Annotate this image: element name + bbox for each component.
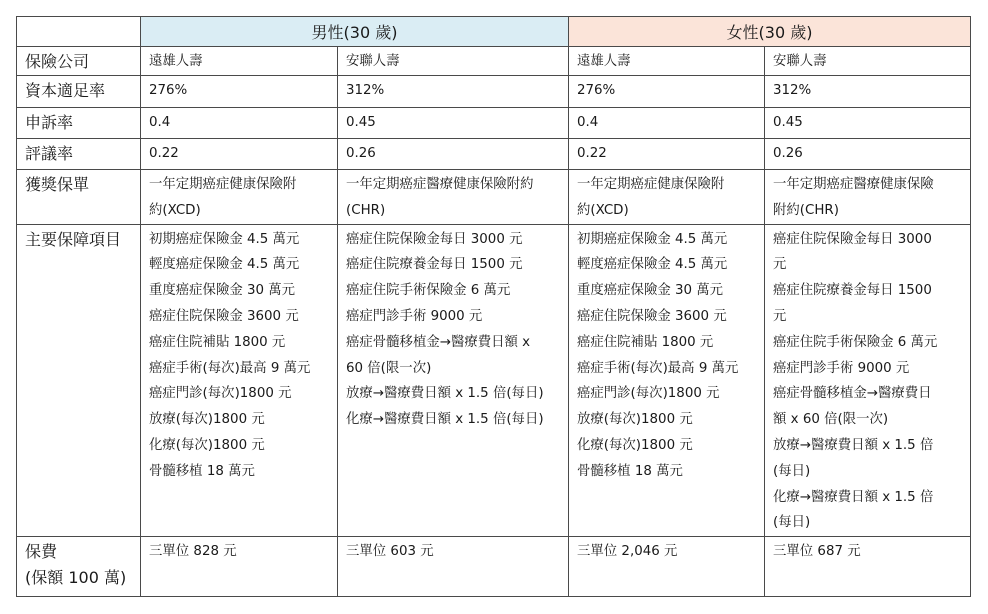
award-cell: [569, 170, 765, 225]
premium-label: 保費: [25, 542, 58, 562]
complaint-cell: 0.45: [765, 108, 971, 139]
capital-cell: 312%: [338, 76, 569, 108]
coverage-line: 癌症門診(每次)1800 元: [149, 386, 292, 402]
premium-cell: 三單位 828 元: [141, 537, 338, 597]
award-line: 一年定期癌症醫療健康保險附約: [346, 177, 534, 192]
dispute-cell: 0.26: [765, 139, 971, 170]
female-group-header: 女性(30 歲): [569, 17, 971, 47]
coverage-line: 骨髓移植 18 萬元: [577, 463, 683, 479]
coverage-line: 癌症門診手術 9000 元: [773, 360, 910, 376]
coverage-line: 放療→醫療費日額 x 1.5 倍: [773, 437, 934, 453]
row-label-premium: [17, 537, 141, 597]
coverage-line: 重度癌症保險金 30 萬元: [577, 283, 724, 299]
coverage-line: 放療(每次)1800 元: [149, 412, 265, 428]
company-cell: 遠雄人壽: [569, 47, 765, 76]
coverage-cell: [765, 224, 971, 537]
coverage-line: 癌症門診(每次)1800 元: [577, 386, 720, 402]
coverage-line: (每日): [773, 515, 811, 531]
coverage-line: 輕度癌症保險金 4.5 萬元: [149, 257, 300, 273]
coverage-line: 元: [773, 308, 787, 324]
dispute-row: [17, 139, 971, 170]
coverage-line: 癌症住院保險金 3600 元: [577, 308, 727, 324]
premium-row: [17, 537, 971, 597]
award-line: 一年定期癌症醫療健康保險: [773, 177, 934, 192]
coverage-line: 初期癌症保險金 4.5 萬元: [149, 231, 300, 247]
complaint-cell: 0.4: [569, 108, 765, 139]
company-cell: 安聯人壽: [765, 47, 971, 76]
coverage-line: 癌症骨髓移植金→醫療費日額 x: [346, 334, 531, 350]
coverage-cell: [338, 224, 569, 537]
coverage-line: 癌症手術(每次)最高 9 萬元: [149, 360, 311, 376]
corner-cell: [17, 17, 141, 47]
coverage-line: 癌症住院補貼 1800 元: [149, 334, 286, 350]
award-cell: [765, 170, 971, 225]
capital-row: [17, 76, 971, 108]
premium-amount-label: (保額 100 萬): [25, 568, 127, 588]
company-cell: 遠雄人壽: [141, 47, 338, 76]
dispute-cell: 0.22: [141, 139, 338, 170]
coverage-line: 癌症住院保險金每日 3000 元: [346, 231, 523, 247]
company-cell: 安聯人壽: [338, 47, 569, 76]
coverage-line: 重度癌症保險金 30 萬元: [149, 283, 296, 299]
insurance-comparison-table: [16, 16, 971, 597]
coverage-line: 60 倍(限一次): [346, 360, 432, 376]
premium-cell: 三單位 603 元: [338, 537, 569, 597]
premium-cell: 三單位 687 元: [765, 537, 971, 597]
coverage-line: 癌症手術(每次)最高 9 萬元: [577, 360, 739, 376]
award-cell: [141, 170, 338, 225]
award-line: 一年定期癌症健康保險附: [149, 177, 297, 192]
coverage-line: 癌症住院保險金 3600 元: [149, 308, 299, 324]
coverage-line: (每日): [773, 463, 811, 479]
coverage-line: 癌症門診手術 9000 元: [346, 308, 483, 324]
coverage-line: 化療(每次)1800 元: [149, 437, 265, 453]
premium-cell: 三單位 2,046 元: [569, 537, 765, 597]
coverage-line: 癌症住院補貼 1800 元: [577, 334, 714, 350]
coverage-line: 放療(每次)1800 元: [577, 412, 693, 428]
dispute-cell: 0.22: [569, 139, 765, 170]
award-line: 附約(CHR): [773, 202, 839, 218]
capital-cell: 276%: [141, 76, 338, 108]
row-label-award: 獲獎保單: [17, 170, 141, 225]
coverage-line: 癌症住院手術保險金 6 萬元: [346, 283, 511, 299]
coverage-line: 化療(每次)1800 元: [577, 437, 693, 453]
row-label-capital: 資本適足率: [17, 76, 141, 108]
coverage-line: 癌症住院療養金每日 1500 元: [346, 257, 523, 273]
company-row: [17, 47, 971, 76]
complaint-cell: 0.45: [338, 108, 569, 139]
complaint-cell: 0.4: [141, 108, 338, 139]
dispute-cell: 0.26: [338, 139, 569, 170]
coverage-line: 元: [773, 257, 787, 273]
coverage-line: 放療→醫療費日額 x 1.5 倍(每日): [346, 386, 544, 402]
award-line: 約(XCD): [577, 202, 629, 218]
award-cell: [338, 170, 569, 225]
award-line: 一年定期癌症健康保險附: [577, 177, 725, 192]
coverage-row: [17, 224, 971, 537]
coverage-line: 初期癌症保險金 4.5 萬元: [577, 231, 728, 247]
coverage-line: 化療→醫療費日額 x 1.5 倍: [773, 489, 934, 505]
complaint-row: [17, 108, 971, 139]
row-label-coverage: 主要保障項目: [17, 224, 141, 537]
coverage-line: 癌症住院手術保險金 6 萬元: [773, 334, 938, 350]
coverage-line: 癌症住院療養金每日 1500: [773, 283, 932, 299]
award-line: (CHR): [346, 202, 386, 218]
male-group-header: 男性(30 歲): [141, 17, 569, 47]
coverage-line: 額 x 60 倍(限一次): [773, 412, 889, 428]
coverage-cell: [141, 224, 338, 537]
award-row: [17, 170, 971, 225]
coverage-line: 輕度癌症保險金 4.5 萬元: [577, 257, 728, 273]
row-label-company: 保險公司: [17, 47, 141, 76]
coverage-line: 癌症骨髓移植金→醫療費日: [773, 386, 932, 402]
header-row: [17, 17, 971, 47]
award-line: 約(XCD): [149, 202, 201, 218]
coverage-line: 化療→醫療費日額 x 1.5 倍(每日): [346, 412, 544, 428]
row-label-dispute: 評議率: [17, 139, 141, 170]
row-label-complaint: 申訴率: [17, 108, 141, 139]
coverage-line: 骨髓移植 18 萬元: [149, 463, 255, 479]
coverage-cell: [569, 224, 765, 537]
capital-cell: 276%: [569, 76, 765, 108]
coverage-line: 癌症住院保險金每日 3000: [773, 231, 932, 247]
capital-cell: 312%: [765, 76, 971, 108]
